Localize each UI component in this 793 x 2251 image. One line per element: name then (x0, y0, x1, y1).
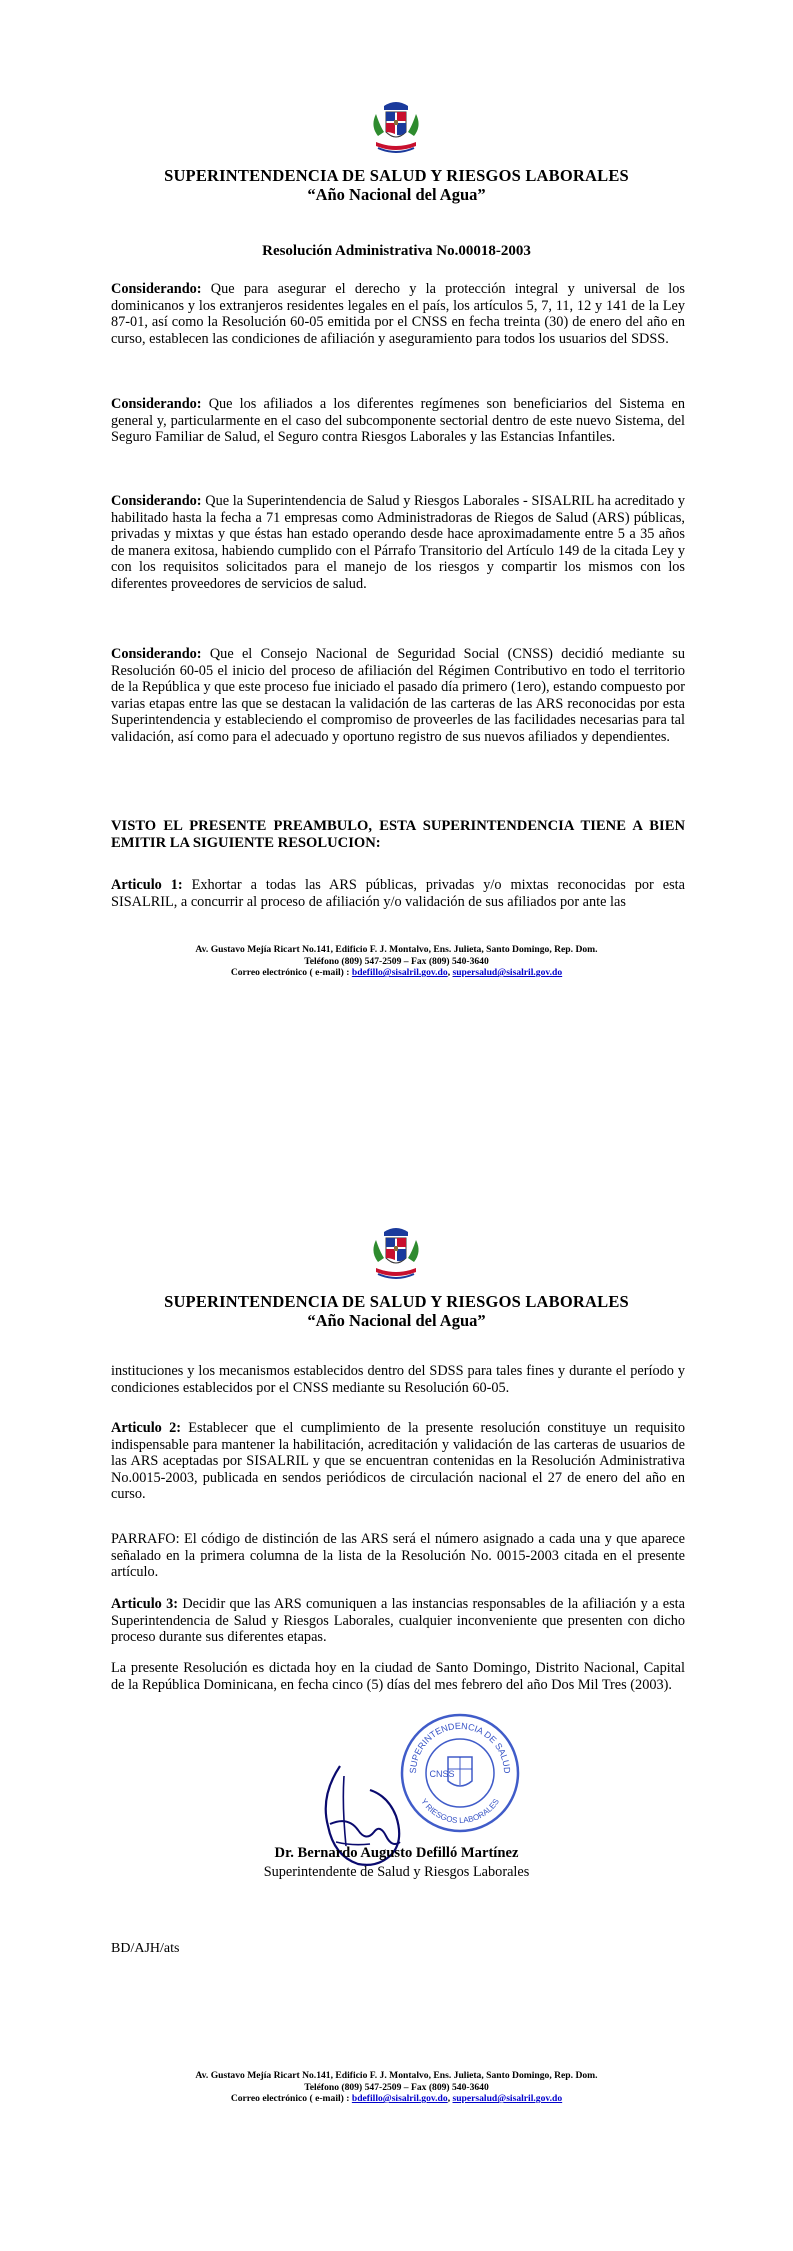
document-page-1 (0, 0, 793, 1125)
svg-text:Y RIESGOS LABORALES (419, 1797, 501, 1825)
footer-address: Av. Gustavo Mejía Ricart No.141, Edificio F. J. Montalvo, Ens. Julieta, Santo Domingo, Rep. Dom. (195, 2070, 598, 2081)
articulo-text: Exhortar a todas las ARS públicas, privadas y/o mixtas reconocidas por esta SISALRIL, a concurrir al proceso de afiliación y/o validación de sus afiliados por ante las (111, 877, 685, 910)
considerando-text: Que los afiliados a los diferentes regímenes son beneficiarios del Sistema en general y, particularmente en el caso del subcomponente sectorial dentro de este nuevo Sistema, del Seguro Familiar de Salud, el Seguro contra Riesgos Laborales y las Estancias Infantiles. (111, 396, 685, 446)
footer-email-separator: , (447, 967, 453, 979)
email-link-bdefillo[interactable]: bdefillo@sisalril.gov.do (351, 2093, 448, 2105)
articulo-1 (111, 877, 685, 910)
considerando-text: Que la Superintendencia de Salud y Riesgos Laborales - SISALRIL ha acreditado y habilitado hasta la fecha a 71 empresas como Administradoras de Riegos de Salud (ARS) públicas, privadas y mixtas y que éstas han estado operando desde hace aproximadamente entre 5 a 35 años de manera exitosa, habiendo cumplido con el Párrafo Transitorio del Artículo 149 de la citada Ley y con los requisitos solicitados para el manejo de los riesgos y compartir los mismos con los diferentes proveedores de servicios de salud. (111, 493, 685, 592)
footer-phone: Teléfono (809) 547-2509 – Fax (809) 540-3640 (304, 2081, 489, 2093)
page-footer (0, 2070, 793, 2105)
considerando-label: Considerando: (111, 493, 202, 509)
articulo-label: Articulo 3: (111, 1596, 179, 1612)
email-link-supersalud[interactable]: supersalud@sisalril.gov.do (452, 967, 563, 979)
articulo-text: Establecer que el cumplimiento de la presente resolución constituye un requisito indispensable para mantener la habilitación, acreditación y validación de las carteras de usuarios de las ARS aceptadas por SISALRIL y que se encuentran contenidas en la Resolución Administrativa No.0015-2003, publicada en sendos periódicos de circulación nacional el 27 de enero del año en curso. (111, 1420, 685, 1503)
articulo-label: Articulo 2: (111, 1420, 182, 1436)
footer-address: Av. Gustavo Mejía Ricart No.141, Edificio F. J. Montalvo, Ens. Julieta, Santo Domingo, Rep. Dom. (195, 944, 598, 955)
visto-preamble: VISTO EL PRESENTE PREAMBULO, ESTA SUPERINTENDENCIA TIENE A BIEN EMITIR LA SIGUIENTE RESOLUCION: (111, 818, 685, 851)
parrafo: PARRAFO: El código de distinción de las ARS será el número asignado a cada una y que aparece señalado en la primera columna de la lista de la Resolución No. 0015-2003 citada en el presente artículo. (111, 1531, 685, 1581)
footer-email-line (0, 2093, 793, 2105)
footer-email-label: Correo electrónico ( e-mail) : (230, 967, 352, 979)
considerando-4 (111, 646, 685, 746)
seal-bottom-text: Y RIESGOS LABORALES (419, 1797, 501, 1826)
considerando-label: Considerando: (111, 396, 202, 412)
year-motto: “Año Nacional del Agua” (307, 185, 486, 204)
articulo-3 (111, 1596, 685, 1646)
considerando-label: Considerando: (111, 281, 202, 297)
document-page-2 (0, 1126, 793, 2251)
footer-email-separator: , (447, 2093, 453, 2105)
organization-name: SUPERINTENDENCIA DE SALUD Y RIESGOS LABORALES (164, 166, 629, 185)
footer-phone: Teléfono (809) 547-2509 – Fax (809) 540-3640 (304, 955, 489, 967)
considerando-text: Que para asegurar el derecho y la protección integral y universal de los dominicanos y los extranjeros residentes legales en el país, los artículos 5, 7, 11, 12 y 141 de la Ley 87-01, así como la Resolución 60-05 emitida por el CNSS en fecha treinta (30) de enero del año en curso, establecen las condiciones de afiliación y aseguramiento para todos los usuarios del SDSS. (111, 281, 685, 347)
footer-email-label: Correo electrónico ( e-mail) : (230, 2093, 352, 2105)
considerando-1 (111, 281, 685, 347)
articulo-label: Articulo 1: (111, 877, 183, 893)
articulo-2 (111, 1420, 685, 1503)
coat-of-arms-icon (364, 1222, 428, 1286)
email-link-supersalud[interactable]: supersalud@sisalril.gov.do (452, 2093, 563, 2105)
seal-top-text: SUPERINTENDENCIA DE SALUD (407, 1720, 513, 1774)
official-seal-icon (398, 1711, 522, 1835)
email-link-bdefillo[interactable]: bdefillo@sisalril.gov.do (351, 967, 448, 979)
footer-email-line (0, 967, 793, 979)
articulo-1-continued: instituciones y los mecanismos establecidos dentro del SDSS para tales fines y durante el período y condiciones establecidos por el CNSS mediante su Resolución 60-05. (111, 1363, 685, 1396)
page-footer (0, 944, 793, 979)
considerando-text: Que el Consejo Nacional de Seguridad Social (CNSS) decidió mediante su Resolución 60-05 el inicio del proceso de afiliación del Régimen Contributivo en todo el territorio de la República y que este proceso fue iniciado el pasado día primero (1ero), estando compuesto por varias etapas entre las que se destacan la validación de las carteras de las ARS reconocidas por esta Superintendencia y estableciendo el compromiso de proveerles de las facilidades necesarias para tal validación, así como para el adecuado y oportuno registro de sus nuevos afiliados y dependientes. (111, 646, 685, 745)
considerando-2 (111, 396, 685, 446)
signer-name: Dr. Bernardo Augusto Defilló Martínez (274, 1845, 519, 1861)
closing-paragraph: La presente Resolución es dictada hoy en la ciudad de Santo Domingo, Distrito Nacional, Capital de la República Dominicana, en fecha cinco (5) días del mes febrero del año Dos Mil Tres (2003). (111, 1660, 685, 1693)
seal-center-text: CNSS (429, 1769, 455, 1779)
considerando-label: Considerando: (111, 646, 202, 662)
signer-title: Superintendente de Salud y Riesgos Laborales (263, 1864, 530, 1880)
considerando-3 (111, 493, 685, 593)
organization-name: SUPERINTENDENCIA DE SALUD Y RIESGOS LABORALES (164, 1292, 629, 1311)
articulo-text: Decidir que las ARS comuniquen a las instancias responsables de la afiliación y a esta Superintendencia de Salud y Riesgos Laborales, cualquier inconveniente que presenten con dicho proceso durante sus diferentes etapas. (111, 1596, 685, 1646)
year-motto: “Año Nacional del Agua” (307, 1311, 486, 1330)
coat-of-arms-icon (364, 96, 428, 160)
document-initials: BD/AJH/ats (111, 1941, 180, 1956)
resolution-title: Resolución Administrativa No.00018-2003 (262, 243, 531, 259)
